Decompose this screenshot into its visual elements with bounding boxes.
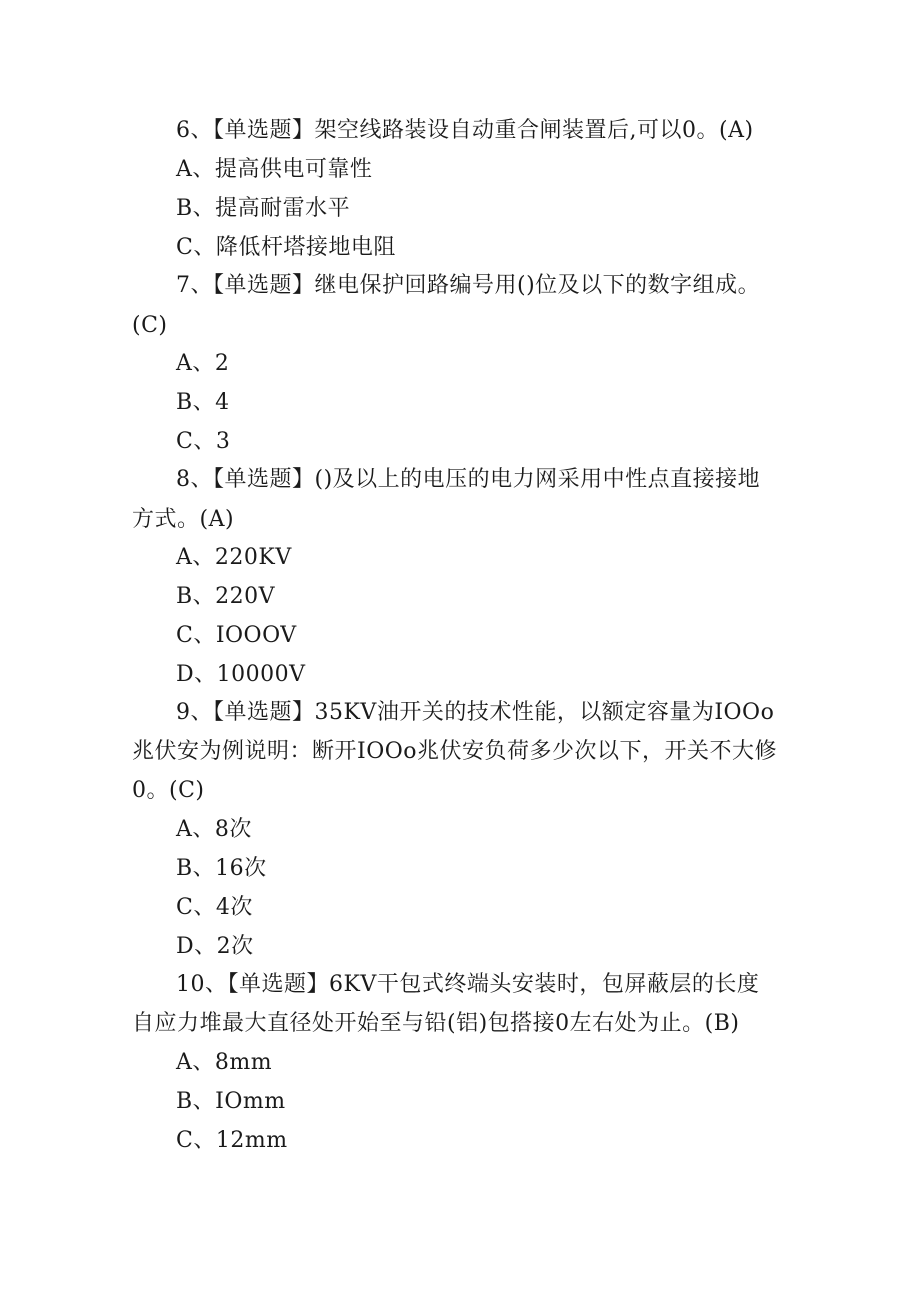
question-7-option-c: C、3 [176,429,231,454]
question-9-option-a: A、8次 [176,817,252,842]
question-9-option-b: B、16次 [176,856,267,881]
question-8-option-d: D、10000V [176,662,306,687]
question-8-option-b: B、220V [176,584,276,609]
question-7-option-b: B、4 [176,390,230,415]
question-9-option-c: C、4次 [176,895,253,920]
question-10-option-c: C、12mm [176,1128,288,1153]
question-8-text-cont: 方式。(A) [132,507,235,532]
question-8-option-a: A、220KV [176,545,292,570]
question-7-text: 7、【单选题】继电保护回路编号用()位及以下的数字组成。 [176,273,761,298]
question-10-text: 10、【单选题】6KV干包式终端头安装时，包屏蔽层的长度 [176,972,760,997]
question-9-option-d: D、2次 [176,934,254,959]
question-8-text: 8、【单选题】()及以上的电压的电力网采用中性点直接接地 [176,467,761,492]
question-6-option-a: A、提高供电可靠性 [176,157,373,182]
question-9-text-cont-1: 兆伏安为例说明：断开IOOo兆伏安负荷多少次以下，开关不大修 [132,739,778,764]
question-9-text: 9、【单选题】35KV油开关的技术性能，以额定容量为IOOo [176,700,775,725]
question-7-option-a: A、2 [176,351,230,376]
question-10-option-b: B、IOmm [176,1089,286,1114]
question-8-option-c: C、IOOOV [176,623,297,648]
question-6-text: 6、【单选题】架空线路装设自动重合闸装置后,可以0。(A) [176,118,754,143]
question-9-text-cont-2: 0。(C) [132,778,205,803]
question-10-text-cont: 自应力堆最大直径处开始至与铅(铝)包搭接0左右处为止。(B) [132,1011,740,1036]
question-6-option-b: B、提高耐雷水平 [176,196,351,221]
question-10-option-a: A、8mm [176,1050,273,1075]
question-7-text-cont: (C) [132,313,168,338]
question-6-option-c: C、降低杆塔接地电阻 [176,235,396,260]
